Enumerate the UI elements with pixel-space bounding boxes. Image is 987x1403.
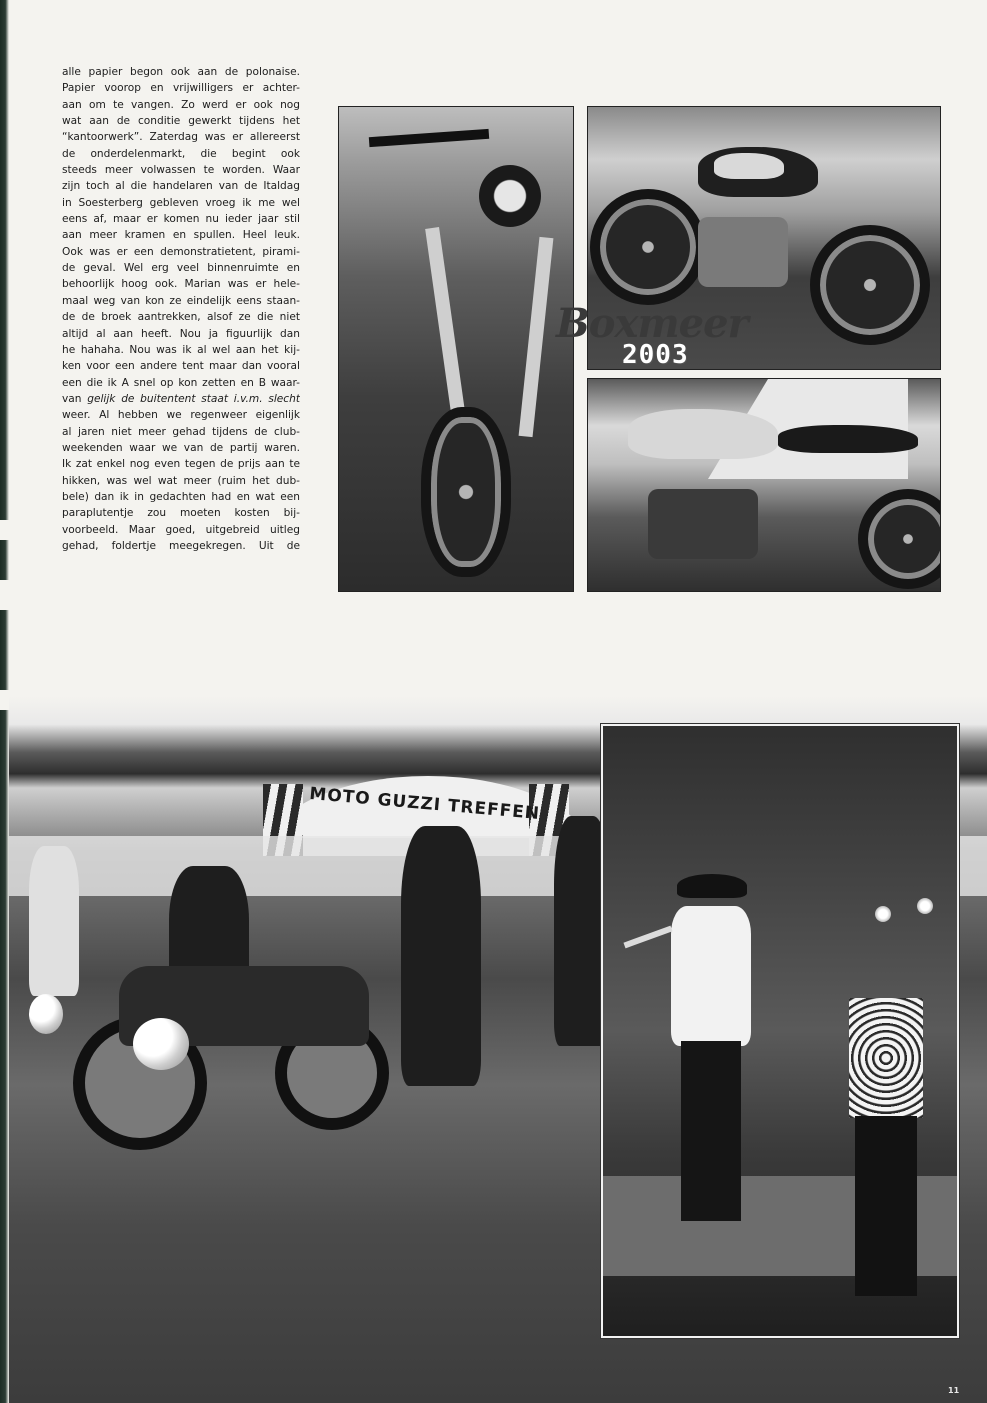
helmet-shape — [133, 1018, 189, 1070]
article-line: weekenden waar we van de partij waren. — [62, 441, 300, 454]
article-line: behoorlijk hoog ook. Marian was er hele- — [62, 278, 300, 291]
article-line: weer. Al hebben we regenweer eigenlijk — [62, 409, 300, 422]
article-line: alle papier begon ook aan de polonaise. — [62, 66, 300, 78]
article-line: hikken, was wel wat meer (ruim het dub- — [62, 474, 300, 487]
article-line: wat aan de conditie gewerkt tijdens het — [62, 115, 300, 128]
article-line: steeds meer volwassen te worden. Waar — [62, 164, 300, 177]
page-edge-bar — [0, 0, 9, 1403]
article-line: de geval. Wel erg veel binnenruimte en — [62, 262, 300, 275]
helmet-shape — [29, 994, 63, 1034]
headlight-shape — [479, 165, 541, 227]
singer-hat-shape — [677, 874, 747, 898]
article-line: Papier voorop en vrijwilligers er achter- — [62, 82, 300, 95]
article-line: aan om te vangen. Zo werd er ook nog — [62, 98, 300, 111]
article-line: gehad, foldertje meegekregen. Uit de — [62, 539, 300, 552]
article-line: Ook was er een demonstratietent, pirami- — [62, 245, 300, 258]
article-line: he hahaha. Nou was ik al wel aan het kij- — [62, 343, 300, 356]
article-line: maal weg van kon ze eindelijk eens staan- — [62, 294, 300, 307]
cafe-racer-photo — [587, 106, 941, 370]
singer-shape — [671, 906, 751, 1046]
guitarist-shape — [849, 998, 923, 1118]
page-number: 11 — [948, 1386, 960, 1395]
article-line: aan meer kramen en spullen. Heel leuk. — [62, 229, 300, 242]
article-line: paraplutentje zou moeten kosten bij- — [62, 507, 300, 520]
article-text-column — [62, 64, 300, 554]
article-line: in Soesterberg gebleven vroeg ik me wel — [62, 196, 300, 209]
article-line: ken voor een andere tent maar dan vooral — [62, 360, 300, 373]
rear-wheel-shape — [858, 489, 941, 589]
silver-motorcycle-photo — [587, 378, 941, 592]
logo-title: Boxmeer — [556, 300, 748, 347]
article-line: de onderdelenmarkt, die begint ook — [62, 147, 300, 160]
banner-text: MOTO GUZZI TREFFEN — [308, 783, 541, 825]
person-shape — [29, 846, 79, 996]
article-line: bele) dan ik in gedachten had en wat een — [62, 490, 300, 503]
article-line: eens af, maar er komen nu ieder jaar stil — [62, 213, 300, 226]
microphone-shape — [623, 926, 672, 949]
article-line: de de broek aantrekken, alsof ze die niet — [62, 311, 300, 324]
article-line-italic: van gelijk de buitentent staat i.v.m. slecht — [62, 392, 300, 405]
rear-wheel-shape — [590, 189, 706, 305]
article-line: zijn toch al die handelaren van de Italdag — [62, 180, 300, 193]
article-line: altijd al aan heeft. Nou ja figuurlijk dan — [62, 327, 300, 340]
person-shape — [401, 826, 481, 1086]
front-wheel-shape — [810, 225, 930, 345]
stage-singer-photo — [601, 724, 959, 1338]
article-line: al jaren niet meer gehad tijdens de club- — [62, 425, 300, 438]
article-line: voorbeeld. Maar goed, uitgebreid uitleg — [62, 523, 300, 536]
article-line: Ik zat enkel nog even tegen de prijs aan te — [62, 458, 300, 471]
motorcycle-front-photo — [338, 106, 574, 592]
logo-year: 2003 — [622, 340, 689, 370]
front-wheel-shape — [421, 407, 511, 577]
article-line: een die ik A snel op kon zetten en B waar- — [62, 376, 300, 389]
article-line: “kantoorwerk”. Zaterdag was er allereerst — [62, 131, 300, 144]
